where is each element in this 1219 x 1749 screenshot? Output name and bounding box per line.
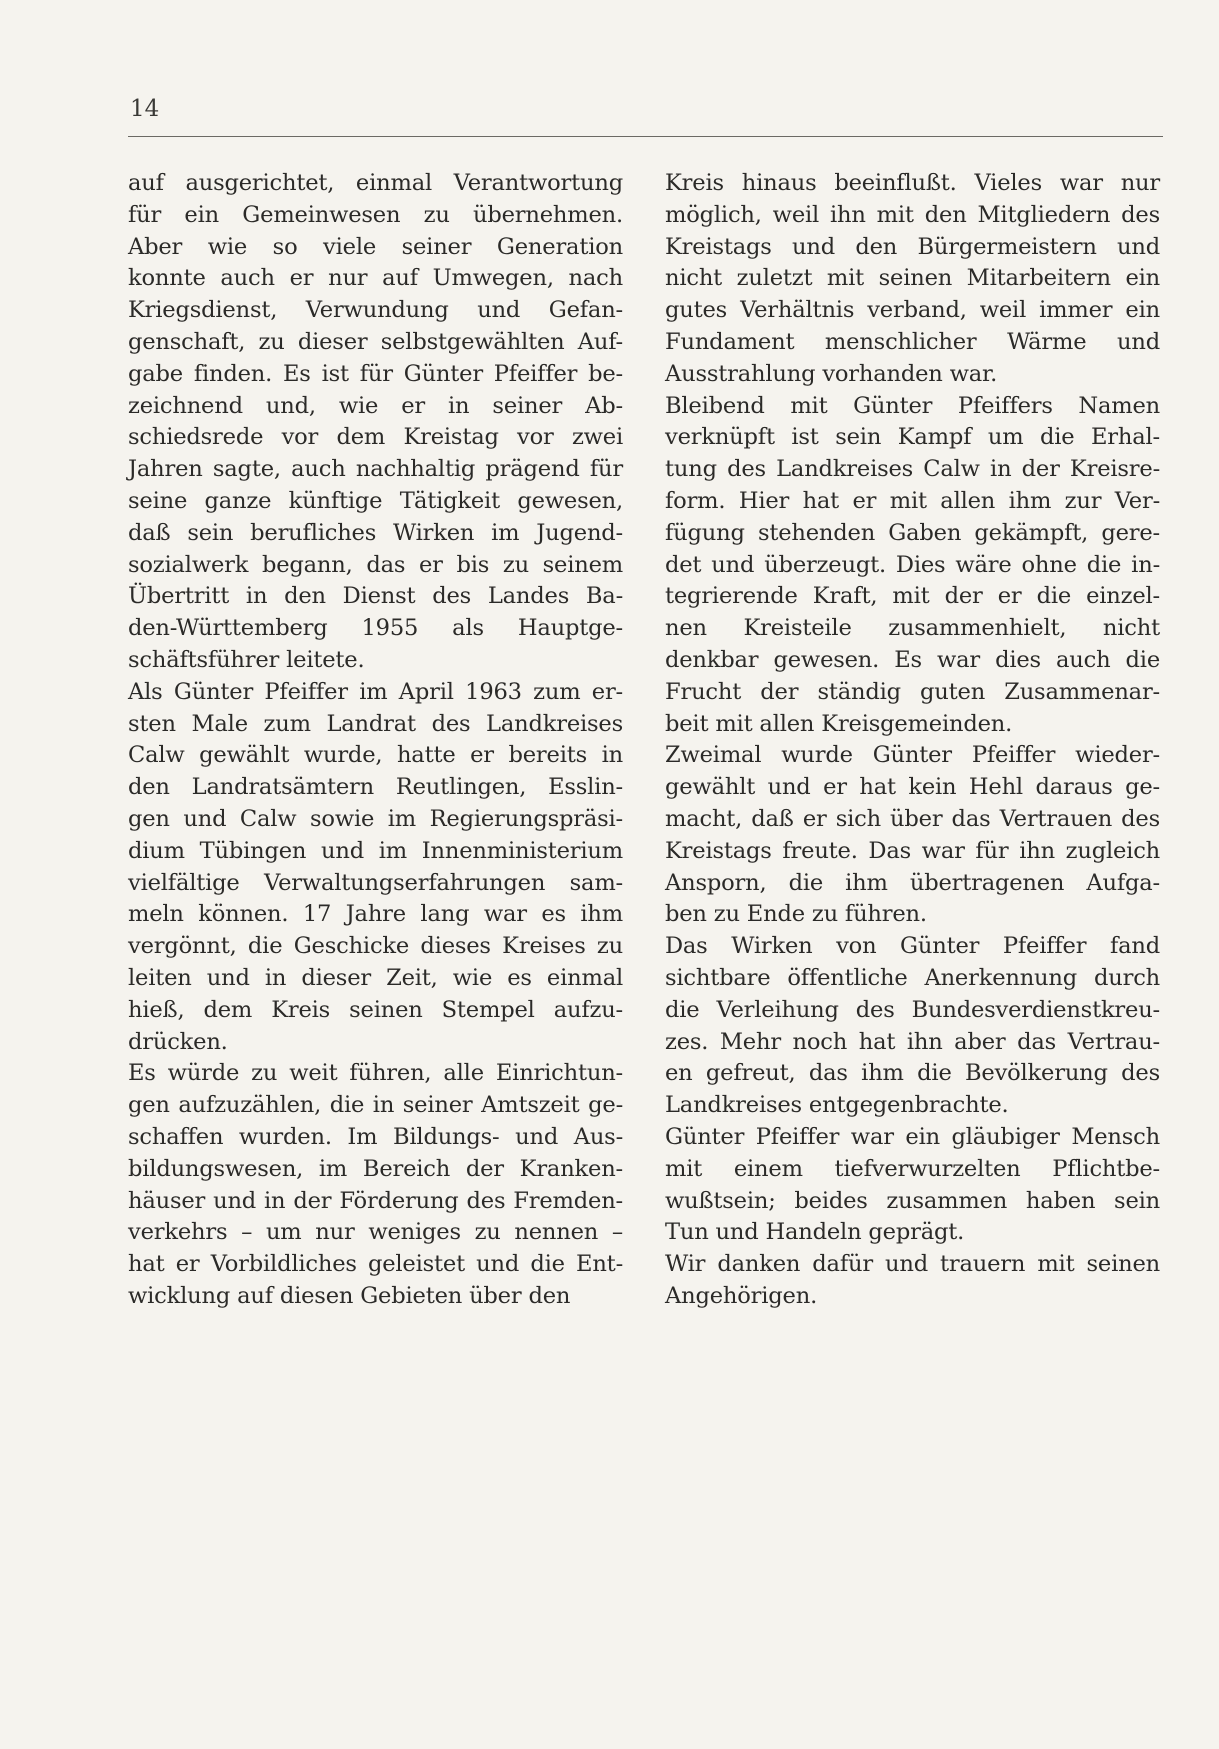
left-column [128, 168, 623, 1313]
text-line: Ansporn, die ihm übertragenen Aufga- [665, 869, 1160, 896]
text-line: wußtsein; beides zusammen haben sein [665, 1187, 1160, 1214]
text-line: wicklung auf diesen Gebieten über den [128, 1282, 571, 1309]
text-line: Zweimal wurde Günter Pfeiffer wieder- [665, 742, 1160, 769]
text-line: sten Male zum Landrat des Landkreises [128, 710, 623, 737]
text-line: für ein Gemeinwesen zu übernehmen. [128, 201, 623, 228]
text-line: verkehrs – um nur weniges zu nennen – [128, 1219, 623, 1246]
text-line: Kriegsdienst, Verwundung und Gefan- [128, 297, 623, 324]
text-line: Frucht der ständig guten Zusammenar- [665, 678, 1160, 705]
right-column [665, 168, 1160, 1313]
text-line: schaffen wurden. Im Bildungs- und Aus- [128, 1123, 623, 1150]
text-line: häuser und in der Förderung des Fremden- [128, 1187, 623, 1214]
page-number: 14 [130, 96, 160, 122]
text-line: verknüpft ist sein Kampf um die Erhal- [665, 424, 1160, 451]
text-line: Bleibend mit Günter Pfeiffers Namen [665, 392, 1160, 419]
text-line: gen aufzuzählen, die in seiner Amtszeit ge- [128, 1092, 623, 1119]
text-line: sozialwerk begann, das er bis zu seinem [128, 551, 623, 578]
text-line: vielfältige Verwaltungserfahrungen sam- [128, 869, 623, 896]
text-line: meln können. 17 Jahre lang war es ihm [128, 901, 623, 928]
text-line: Übertritt in den Dienst des Landes Ba- [128, 583, 623, 610]
text-line: schiedsrede vor dem Kreistag vor zwei [128, 424, 623, 451]
header-rule [128, 136, 1163, 137]
text-line: denkbar gewesen. Es war dies auch die [665, 646, 1160, 673]
text-line: Angehörigen. [665, 1282, 818, 1309]
text-line: mit einem tiefverwurzelten Pflichtbe- [665, 1155, 1160, 1182]
text-line: möglich, weil ihn mit den Mitgliedern des [665, 201, 1160, 228]
text-line: dium Tübingen und im Innenministerium [128, 837, 623, 864]
text-line: Es würde zu weit führen, alle Einrichtun- [128, 1060, 623, 1087]
text-line: hieß, dem Kreis seinen Stempel aufzu- [128, 996, 623, 1023]
text-line: gabe finden. Es ist für Günter Pfeiffer be- [128, 360, 623, 387]
text-line: den-Württemberg 1955 als Hauptge- [128, 615, 623, 642]
text-line: Wir danken dafür und trauern mit seinen [665, 1251, 1160, 1278]
text-line: beit mit allen Kreisgemeinden. [665, 710, 1013, 737]
text-line: gutes Verhältnis verband, weil immer ein [665, 297, 1160, 324]
text-line: den Landratsämtern Reutlingen, Esslin- [128, 774, 623, 801]
text-line: konnte auch er nur auf Umwegen, nach [128, 265, 623, 292]
text-line: Das Wirken von Günter Pfeiffer fand [665, 933, 1160, 960]
text-line: det und überzeugt. Dies wäre ohne die in- [665, 551, 1160, 578]
text-line: Fundament menschlicher Wärme und [665, 328, 1160, 355]
text-line: form. Hier hat er mit allen ihm zur Ver- [665, 487, 1160, 514]
text-line: Ausstrahlung vorhanden war. [665, 360, 998, 387]
text-line: sichtbare öffentliche Anerkennung durch [665, 964, 1160, 991]
text-line: Kreistags und den Bürgermeistern und [665, 233, 1160, 260]
text-line: zeichnend und, wie er in seiner Ab- [128, 392, 623, 419]
text-line: Tun und Handeln geprägt. [665, 1219, 965, 1246]
text-line: Als Günter Pfeiffer im April 1963 zum er- [128, 678, 623, 705]
text-line: die Verleihung des Bundesverdienstkreu- [665, 996, 1160, 1023]
text-line: ben zu Ende zu führen. [665, 901, 927, 928]
text-line: Aber wie so viele seiner Generation [128, 233, 623, 260]
text-line: drücken. [128, 1028, 228, 1055]
text-line: vergönnt, die Geschicke dieses Kreises zu [128, 933, 623, 960]
text-line: Jahren sagte, auch nachhaltig prägend für [128, 456, 623, 483]
text-line: Günter Pfeiffer war ein gläubiger Mensch [665, 1123, 1160, 1150]
text-line: nicht zuletzt mit seinen Mitarbeitern ein [665, 265, 1160, 292]
text-line: fügung stehenden Gaben gekämpft, gere- [665, 519, 1160, 546]
text-line: Calw gewählt wurde, hatte er bereits in [128, 742, 623, 769]
text-line: nen Kreisteile zusammenhielt, nicht [665, 615, 1160, 642]
text-line: schäftsführer leitete. [128, 646, 365, 673]
text-line: Kreis hinaus beeinflußt. Vieles war nur [665, 170, 1160, 196]
text-line: genschaft, zu dieser selbstgewählten Auf- [128, 328, 623, 355]
text-line: tung des Landkreises Calw in der Kreisre- [665, 456, 1160, 483]
text-line: macht, daß er sich über das Vertrauen des [665, 805, 1160, 832]
text-line: Kreistags freute. Das war für ihn zugleich [665, 837, 1160, 864]
text-line: seine ganze künftige Tätigkeit gewesen, [128, 487, 623, 514]
text-line: gewählt und er hat kein Hehl daraus ge- [665, 774, 1160, 801]
text-line: gen und Calw sowie im Regierungspräsi- [128, 805, 623, 832]
text-line: auf ausgerichtet, einmal Verantwortung [128, 170, 623, 196]
text-line: daß sein berufliches Wirken im Jugend- [128, 519, 623, 546]
text-line: Landkreises entgegenbrachte. [665, 1092, 1009, 1119]
text-line: leiten und in dieser Zeit, wie es einmal [128, 964, 623, 991]
text-line: hat er Vorbildliches geleistet und die Ent- [128, 1251, 623, 1278]
text-line: tegrierende Kraft, mit der er die einzel- [665, 583, 1160, 610]
text-line: en gefreut, das ihm die Bevölkerung des [665, 1060, 1160, 1087]
text-line: bildungswesen, im Bereich der Kranken- [128, 1155, 623, 1182]
text-line: zes. Mehr noch hat ihn aber das Vertrau- [665, 1028, 1160, 1055]
